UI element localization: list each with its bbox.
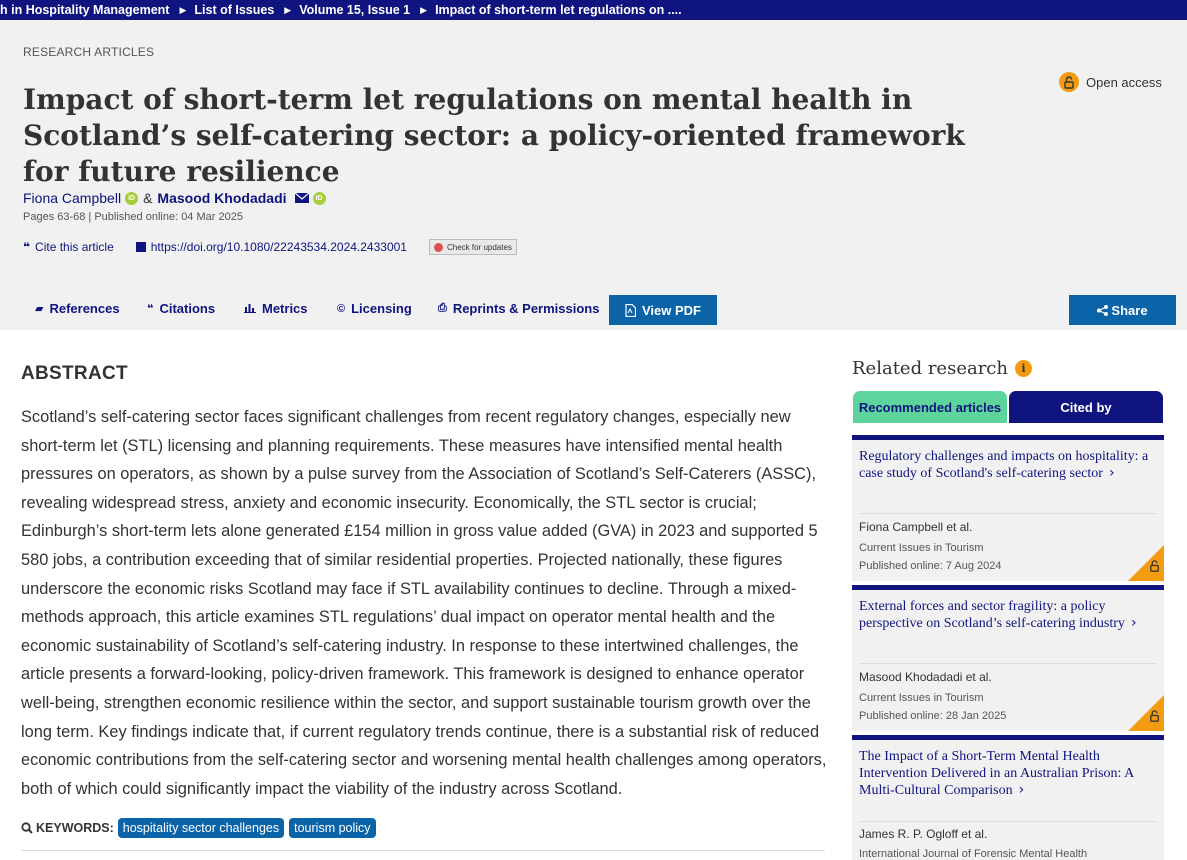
check-updates-label: Check for updates bbox=[446, 242, 512, 252]
breadcrumb-item-current: ▶ Impact of short-term let regulations on .... bbox=[420, 3, 682, 17]
related-article-authors: James R. P. Ogloff et al. bbox=[859, 827, 988, 841]
bar-chart-icon bbox=[244, 302, 256, 316]
crossmark-icon bbox=[434, 243, 443, 252]
related-article-authors: Masood Khodadadi et al. bbox=[859, 670, 992, 684]
author-link[interactable]: Masood Khodadadi bbox=[157, 190, 287, 206]
breadcrumb-arrow-icon: ▶ bbox=[179, 4, 187, 15]
abstract-text: Scotland’s self-catering sector faces significant challenges from recent regulatory changes, especially new short-term let (STL) licensing and planning requirements. These measures have intensified mental health pressures on operators, as shown by a pulse survey from the Association of Scotland’s Self-Caterers (ASSC), revealing widespread stress, anxiety and economic insecurity. Economically, the STL sector is crucial; Edinburgh’s short-term lets alone generated £154 million in gross value added (GVA) in 2023 and supported 5 580 jobs, a contribution exceeding that of similar residential properties. Projected nationally, these figures underscore the economic risks Scotland may face if STL availability continues to decline. Through a mixed-methods approach, this article examines STL regulations’ dual impact on operator mental health and the economic sustainability of Scotland’s self-catering industry. In response to these intertwined challenges, the article presents a forward-looking, policy-driven framework. This framework is designed to enhance operator well-being, strengthen economic resilience within the sector, and support sustainable tourism growth over the long term. Key findings indicate that, if current regulatory trends continue, there is a substantial risk of reduced economic contributions from the self-catering sector and worsening mental health challenges among operators, both of which could significantly impact the viability of the industry across Scotland. bbox=[21, 408, 827, 798]
keywords-label-wrap bbox=[21, 821, 114, 835]
related-article-authors: Fiona Campbell et al. bbox=[859, 520, 973, 534]
chevron-right-icon: › bbox=[1108, 465, 1115, 481]
book-icon: ▰ bbox=[35, 303, 44, 315]
related-article-title[interactable]: External forces and sector fragility: a policy perspective on Scotland’s self-catering industry › bbox=[859, 599, 1137, 631]
keywords-label: KEYWORDS: bbox=[36, 821, 114, 835]
info-icon[interactable]: i bbox=[1015, 360, 1032, 377]
related-article-journal: International Journal of Forensic Mental Health bbox=[859, 848, 1088, 860]
tab-recommended-articles[interactable]: Recommended articles bbox=[853, 391, 1007, 423]
related-article-date: Published online: 28 Jan 2025 bbox=[859, 710, 1007, 722]
view-pdf-button[interactable]: View PDF bbox=[609, 295, 717, 325]
chevron-right-icon: › bbox=[1130, 615, 1137, 631]
pdf-file-icon bbox=[625, 304, 636, 317]
section-label: RESEARCH ARTICLES bbox=[23, 45, 155, 59]
quote-icon: ❝ bbox=[147, 303, 154, 315]
author-link[interactable]: Fiona Campbell bbox=[23, 190, 122, 206]
doi-text[interactable]: https://doi.org/10.1080/22243534.2024.2433001 bbox=[150, 240, 407, 254]
article-tabs bbox=[0, 294, 1187, 330]
copyright-icon: © bbox=[337, 302, 346, 315]
keyword-tag[interactable]: tourism policy bbox=[289, 818, 375, 838]
author-list bbox=[23, 190, 326, 206]
breadcrumb-arrow-icon: ▶ bbox=[420, 4, 428, 15]
lock-open-icon bbox=[1150, 559, 1159, 577]
keywords-row bbox=[21, 818, 381, 838]
breadcrumb-item-issues[interactable]: ▶ List of Issues bbox=[179, 3, 275, 17]
quote-icon: ❝ bbox=[23, 240, 31, 254]
tab-metrics[interactable]: Metrics bbox=[244, 301, 308, 316]
related-research-heading: Related research i bbox=[852, 358, 1032, 379]
card-divider bbox=[859, 821, 1157, 822]
tab-references[interactable]: ▰ References bbox=[35, 301, 120, 316]
envelope-icon[interactable] bbox=[295, 193, 309, 203]
orcid-icon[interactable]: iD bbox=[313, 192, 326, 205]
related-article-date: Published online: 7 Aug 2024 bbox=[859, 560, 1002, 572]
author-separator: & bbox=[143, 190, 153, 206]
related-article-title[interactable]: The Impact of a Short-Term Mental Health Intervention Delivered in an Australian Prison: A Multi-Cultural Comparison › bbox=[859, 749, 1134, 798]
card-divider bbox=[859, 663, 1157, 664]
tab-cited-by[interactable]: Cited by bbox=[1009, 391, 1163, 423]
doi-link[interactable] bbox=[136, 240, 407, 254]
tab-reprints[interactable]: ⎙ Reprints & Permissions bbox=[438, 301, 600, 316]
related-article-journal: Current Issues in Tourism bbox=[859, 542, 984, 554]
cite-article-link[interactable]: Cite this article bbox=[35, 240, 114, 254]
check-updates-button[interactable] bbox=[429, 239, 517, 255]
share-icon bbox=[1097, 305, 1108, 316]
search-icon bbox=[21, 822, 33, 834]
related-article-card[interactable] bbox=[852, 585, 1164, 731]
cite-row bbox=[23, 239, 517, 255]
publication-meta: Pages 63-68 | Published online: 04 Mar 2025 bbox=[23, 211, 243, 223]
breadcrumb-item-journal[interactable]: h in Hospitality Management bbox=[0, 3, 170, 17]
abstract-heading: ABSTRACT bbox=[21, 363, 128, 384]
breadcrumb bbox=[0, 0, 1187, 20]
open-access-label: Open access bbox=[1086, 74, 1162, 90]
printer-icon: ⎙ bbox=[438, 302, 447, 314]
external-link-icon bbox=[136, 242, 146, 252]
orcid-icon[interactable]: iD bbox=[125, 192, 138, 205]
lock-open-icon bbox=[1150, 709, 1159, 727]
breadcrumb-item-volume[interactable]: ▶ Volume 15, Issue 1 bbox=[284, 3, 411, 17]
related-article-journal: Current Issues in Tourism bbox=[859, 692, 984, 704]
tab-licensing[interactable]: © Licensing bbox=[337, 301, 412, 316]
article-title: Impact of short-term let regulations on mental health in Scotland’s self-catering sector: a policy-oriented framework for future resilience bbox=[23, 83, 965, 188]
card-divider bbox=[859, 513, 1157, 514]
breadcrumb-arrow-icon: ▶ bbox=[284, 4, 292, 15]
lock-open-icon bbox=[1059, 72, 1079, 92]
related-article-title[interactable]: Regulatory challenges and impacts on hospitality: a case study of Scotland's self-catering sector › bbox=[859, 449, 1149, 481]
open-access-badge bbox=[1059, 72, 1162, 92]
tab-citations[interactable]: ❝ Citations bbox=[147, 301, 216, 316]
related-article-card[interactable] bbox=[852, 735, 1164, 860]
keyword-tag[interactable]: hospitality sector challenges bbox=[118, 818, 284, 838]
related-article-card[interactable] bbox=[852, 435, 1164, 581]
chevron-right-icon: › bbox=[1018, 782, 1025, 798]
divider bbox=[21, 850, 825, 851]
share-button[interactable]: Share bbox=[1069, 295, 1176, 325]
